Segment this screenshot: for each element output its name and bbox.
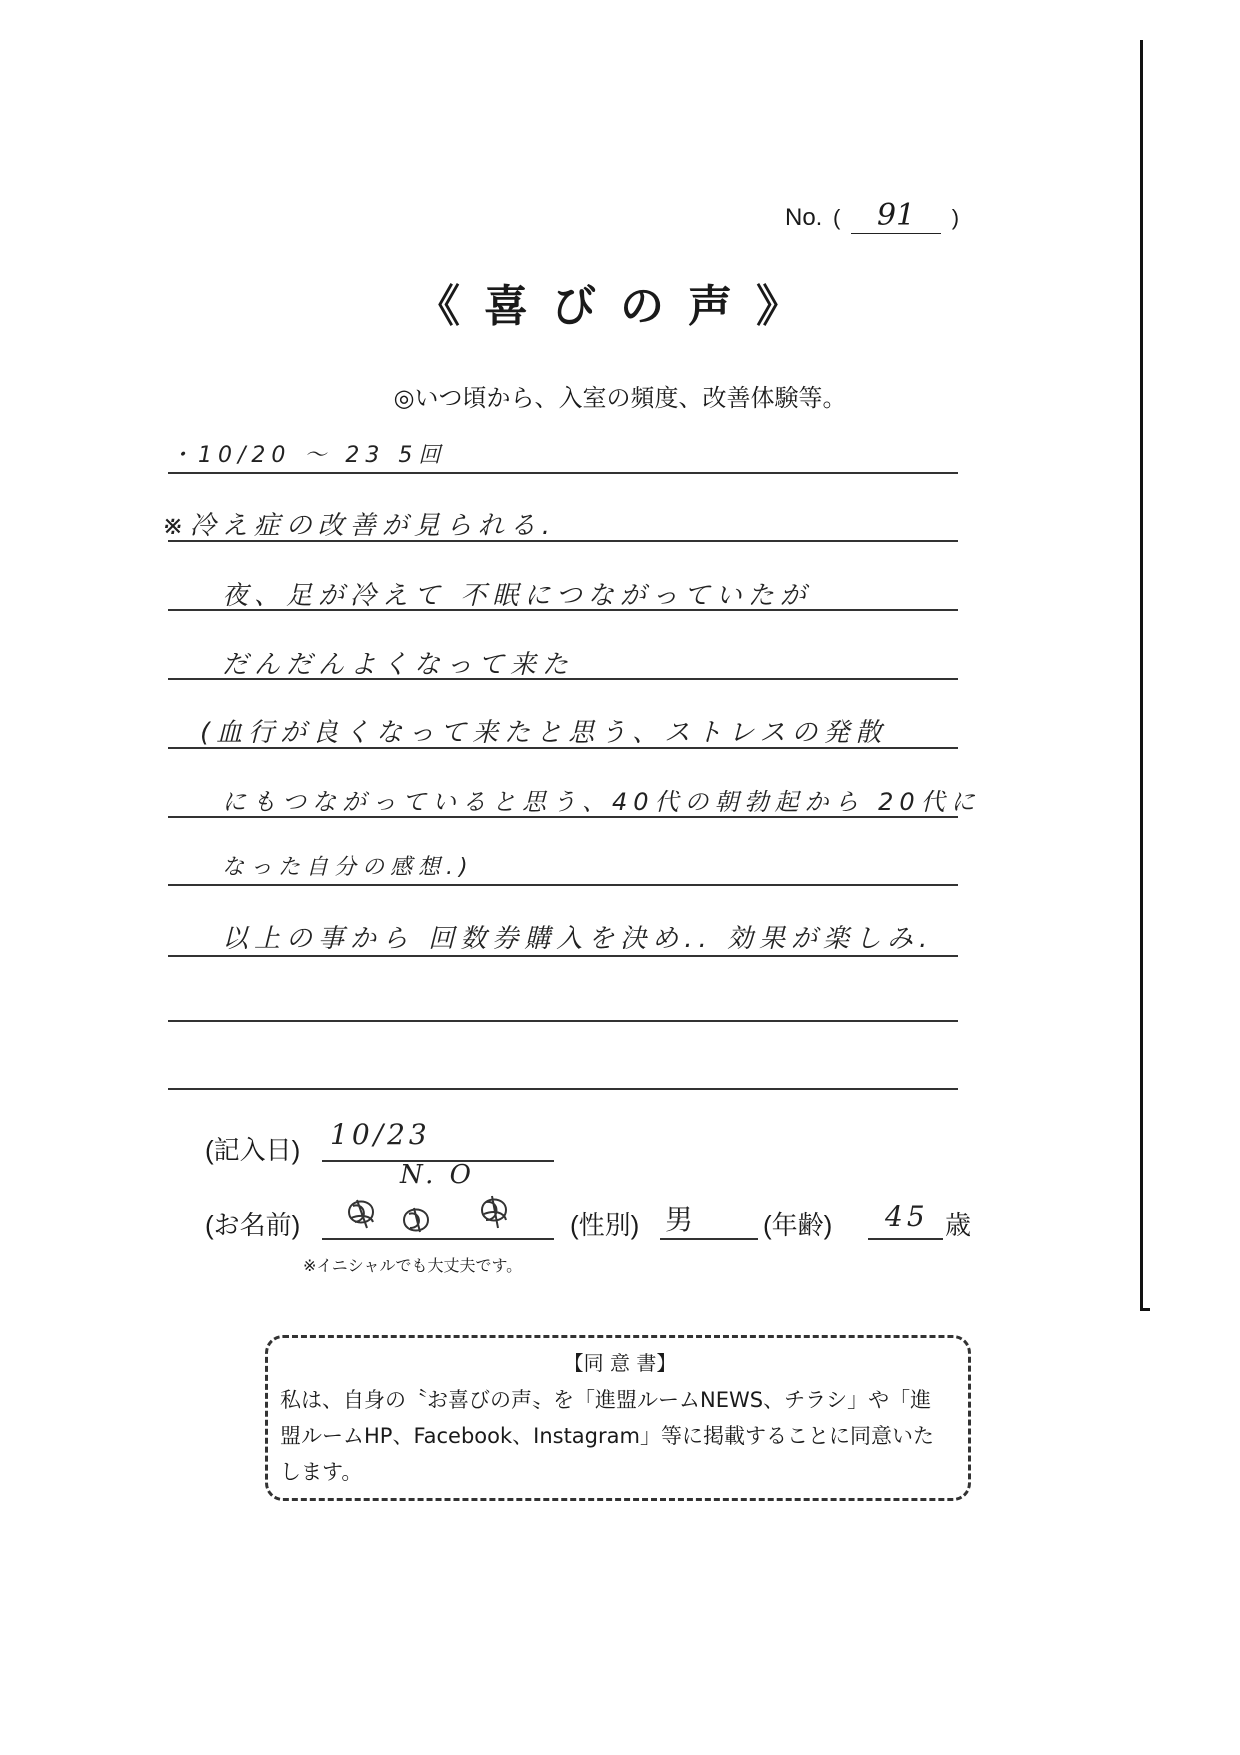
date-label: (記入日) <box>205 1135 301 1165</box>
ruled-line <box>168 472 958 474</box>
age-label: (年齢) <box>763 1210 833 1240</box>
page-edge-tick <box>1140 1308 1150 1311</box>
name-underline <box>322 1238 554 1240</box>
ruled-line <box>168 955 958 957</box>
age-underline <box>868 1238 943 1240</box>
ruled-line <box>168 884 958 886</box>
form-number <box>785 198 963 234</box>
page-edge-line <box>1140 40 1143 1310</box>
date-value: 10/23 <box>330 1118 431 1151</box>
consent-text: 私は、自身の〝お喜びの声〟を「進盟ルームNEWS、チラシ」や「進盟ルームHP、Facebook、Instagram」等に掲載することに同意いたします。 <box>280 1388 934 1484</box>
consent-title: 【同 意 書】 <box>563 1351 677 1375</box>
initials-note: ※イニシャルでも大丈夫です。 <box>303 1256 523 1275</box>
redaction-scribble <box>400 1198 432 1238</box>
page-subtitle: ◎いつ頃から、入室の頻度、改善体験等。 <box>393 384 847 412</box>
form-number-close-paren: ) <box>951 205 960 230</box>
handwritten-line: だんだんよくなって来た <box>222 650 575 680</box>
name-label: (お名前) <box>205 1210 301 1240</box>
form-number-label: No. <box>785 204 823 231</box>
form-number-open-paren: ( <box>833 205 841 230</box>
form-number-value: 91 <box>851 198 941 234</box>
gender-underline <box>660 1238 758 1240</box>
page-title: 《喜びの声》 <box>416 281 824 332</box>
initials-value: N. O <box>400 1160 475 1190</box>
age-value: 45 <box>885 1200 929 1233</box>
age-unit: 歳 <box>945 1210 972 1240</box>
handwritten-line: 以上の事から 回数券購入を決め.. 効果が楽しみ. <box>222 924 934 954</box>
ruled-line <box>168 1020 958 1022</box>
handwritten-line: (血行が良くなって来たと思う、ストレスの発散 <box>200 718 888 748</box>
handwritten-line: 夜、足が冷えて 不眠につながっていたが <box>222 581 812 611</box>
handwritten-line: ・10/20 〜 23 5回 <box>170 443 447 468</box>
handwritten-line: ※冷え症の改善が見られる. <box>162 511 557 541</box>
handwritten-line: なった自分の感想.) <box>222 855 474 880</box>
gender-label: (性別) <box>570 1210 640 1240</box>
redaction-scribble <box>478 1190 510 1230</box>
handwritten-line: にもつながっていると思う、40代の朝勃起から 20代に <box>222 788 981 816</box>
gender-value: 男 <box>665 1203 698 1236</box>
ruled-line <box>168 1088 958 1090</box>
redaction-scribble <box>345 1192 377 1232</box>
